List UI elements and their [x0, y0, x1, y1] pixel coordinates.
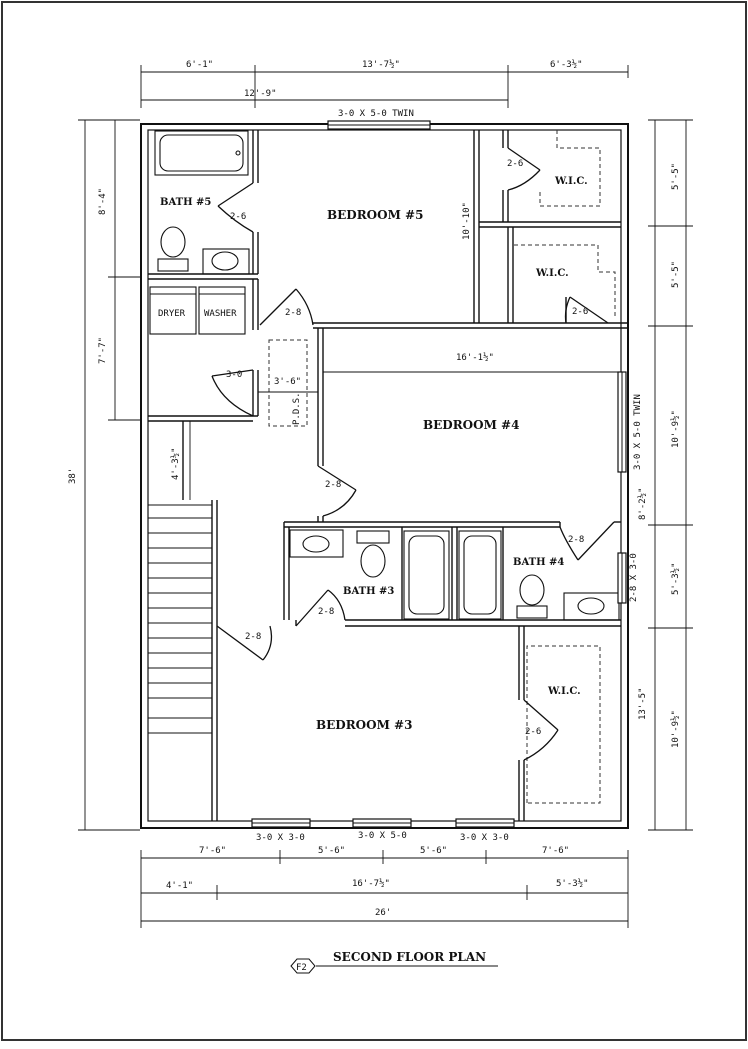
window-tag-bottom-mid: 3-0 X 5-0 — [358, 831, 407, 841]
washer-label: WASHER — [204, 309, 237, 319]
closet-shelves — [269, 130, 615, 803]
dim-right-f: 13'-5" — [638, 687, 648, 720]
dim-interior-bedroom5: 10'-10" — [462, 202, 472, 240]
room-label-bath3: BATH #3 — [343, 586, 395, 597]
dryer-label: DRYER — [158, 309, 186, 319]
door-tag-bath5: 2-6 — [230, 212, 247, 222]
room-label-bedroom4: BEDROOM #4 — [423, 418, 520, 432]
room-label-wic1: W.I.C. — [555, 176, 588, 187]
dim-top-c: 6'-3½" — [550, 60, 583, 70]
dim-top-a: 6'-1" — [186, 60, 214, 70]
dim-interior-bedroom4: 16'-1½" — [456, 353, 494, 363]
dim-left-total: 38' — [68, 467, 78, 484]
door-tag-wic-top: 2-6 — [507, 159, 524, 169]
dim-interior-stair: 4'-3½" — [171, 447, 181, 480]
room-label-bedroom5: BEDROOM #5 — [327, 208, 424, 222]
dim-bottom-d: 7'-6" — [542, 846, 570, 856]
dim-right-b: 5'-5" — [671, 260, 681, 288]
dim-bottom-c: 5'-6" — [420, 846, 448, 856]
door-tag-wic2: 2-6 — [572, 307, 589, 317]
window-tag-right-bath: 2-8 X 3-0 — [629, 553, 639, 602]
dim-left-b: 7'-7" — [98, 336, 108, 364]
door-tag-wic3: 2-6 — [525, 727, 542, 737]
door-tag-bedroom5: 2-8 — [285, 308, 302, 318]
dim-interior-closet-value: 3'-6" — [274, 377, 302, 387]
stairs — [148, 505, 212, 733]
window-tag-top: 3-0 X 5-0 TWIN — [338, 109, 414, 119]
door-tag-bath4: 2-8 — [568, 535, 585, 545]
room-label-wic3: W.I.C. — [548, 686, 581, 697]
dim-right-e: 5'-3½" — [671, 562, 681, 595]
dim-top-total: 12'-9" — [244, 89, 277, 99]
door-tag-bedroom4: 2-8 — [325, 480, 342, 490]
dim-bottom-f: 16'-7½" — [352, 879, 390, 889]
dim-bottom-total: 26' — [375, 908, 392, 918]
dim-bottom-b: 5'-6" — [318, 846, 346, 856]
door-tag-bedroom3: 2-8 — [245, 632, 262, 642]
dim-bottom-e: 4'-1" — [166, 881, 194, 891]
dim-left-a: 8'-4" — [98, 187, 108, 215]
room-label-bath5: BATH #5 — [160, 197, 212, 208]
window-tag-bottom-left: 3-0 X 3-0 — [256, 833, 305, 843]
dim-bottom-g: 5'-3½" — [556, 879, 589, 889]
room-label-wic2: W.I.C. — [536, 268, 569, 279]
window-tag-right-twin: 3-0 X 5-0 TWIN — [633, 394, 643, 470]
dimension-lines — [78, 65, 693, 928]
sheet-tag: F2 — [296, 963, 307, 973]
dim-bottom-a: 7'-6" — [199, 846, 227, 856]
dim-right-c: 10'-9½" — [671, 410, 681, 448]
door-tag-closet: 3-0 — [226, 370, 243, 380]
window-tag-bottom-right: 3-0 X 3-0 — [460, 833, 509, 843]
dim-top-b: 13'-7½" — [362, 60, 400, 70]
pds-label: P.D.S. — [292, 392, 302, 425]
door-swings — [212, 148, 614, 760]
room-label-bedroom3: BEDROOM #3 — [316, 718, 413, 732]
dim-right-a: 5'-5" — [671, 162, 681, 190]
drawing-title: SECOND FLOOR PLAN — [333, 950, 487, 964]
room-label-bath4: BATH #4 — [513, 557, 565, 568]
door-tag-bath3: 2-8 — [318, 607, 335, 617]
dim-right-g: 10'-9½" — [671, 710, 681, 748]
dim-right-d: 8'-2½" — [638, 487, 648, 520]
